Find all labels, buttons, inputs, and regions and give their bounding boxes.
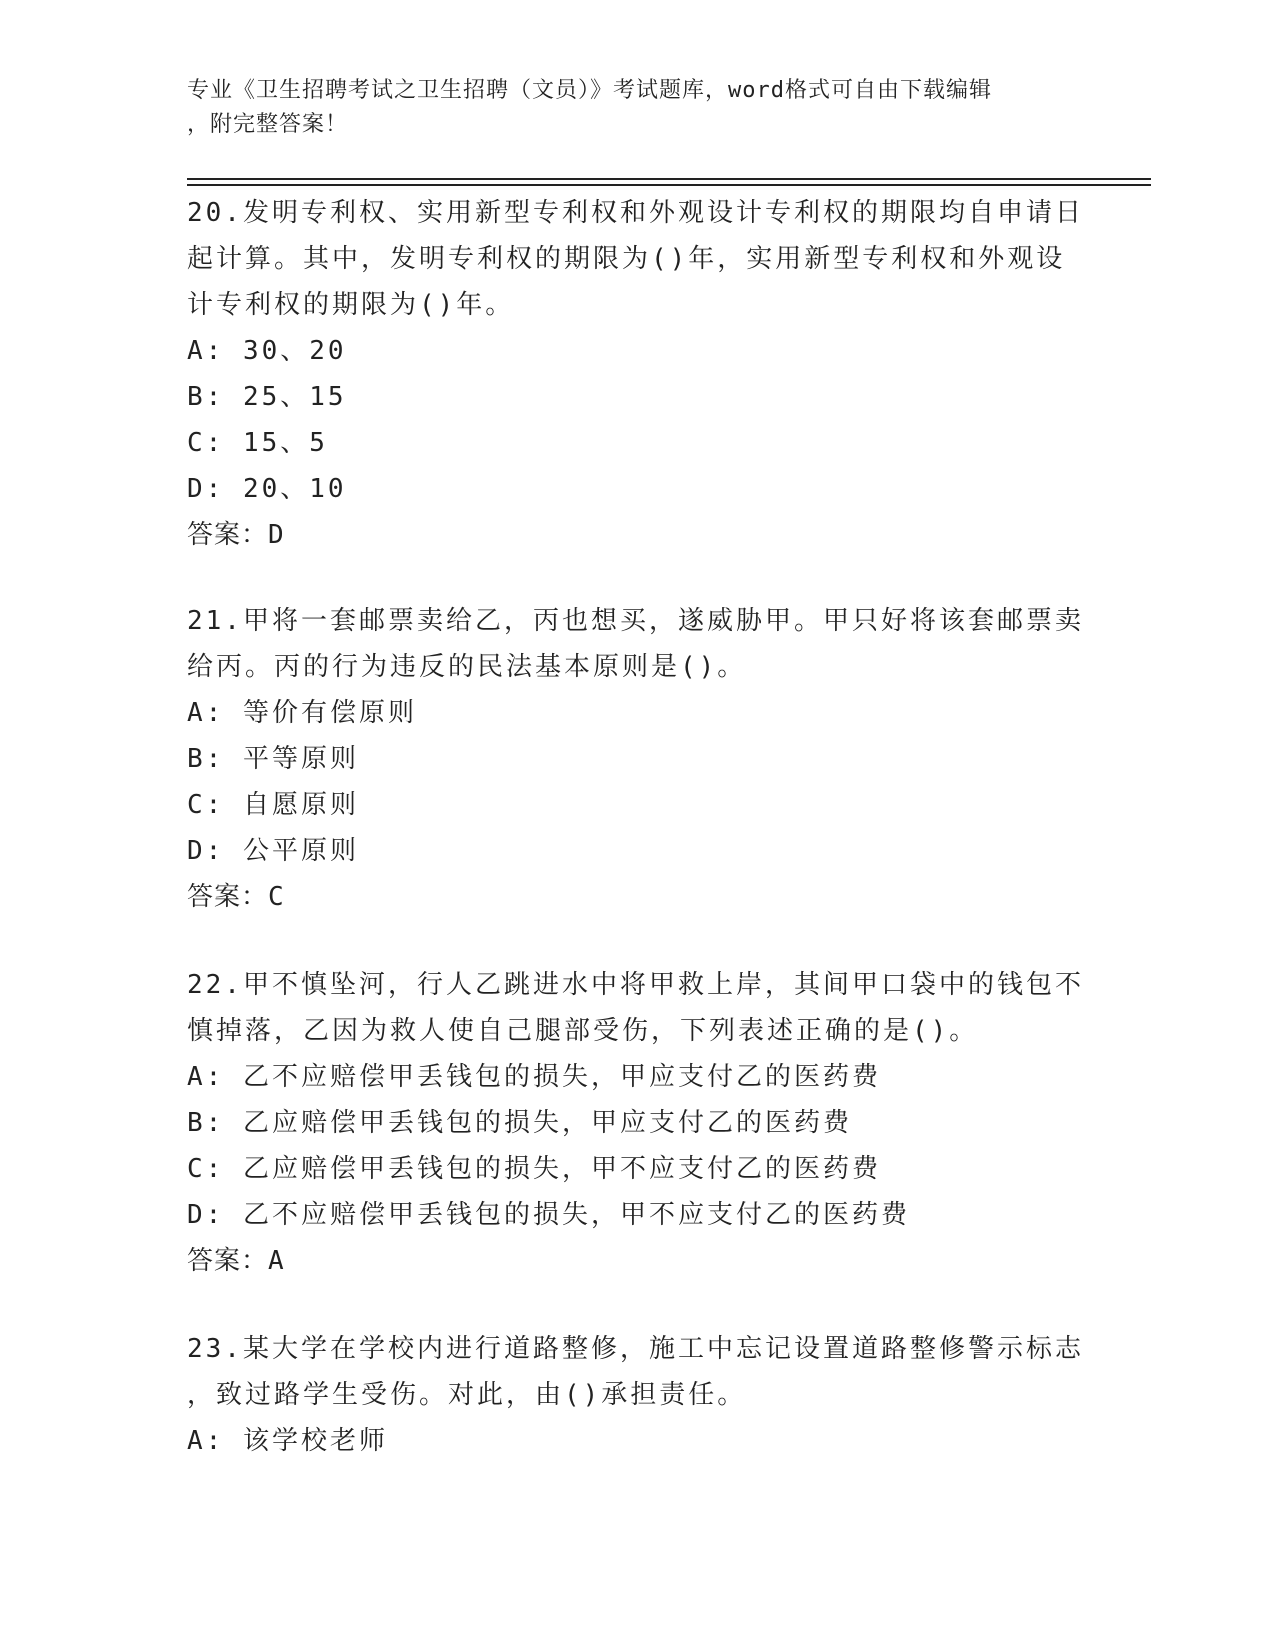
question-stem-line: 20.发明专利权、实用新型专利权和外观设计专利权的期限均自申请日: [187, 198, 1084, 228]
answer-label: 答案：: [187, 882, 269, 912]
option-c: C: 15、5: [187, 428, 328, 458]
option-a: A: 等价有偿原则: [187, 698, 417, 728]
answer-value: A: [268, 1246, 285, 1276]
question-stem-line: 给丙。丙的行为违反的民法基本原则是()。: [187, 652, 747, 682]
answer: [187, 874, 1087, 920]
question-23: [187, 1326, 1087, 1464]
option-c: C: 自愿原则: [187, 790, 359, 820]
option-a: A: 该学校老师: [187, 1426, 388, 1456]
option-d: D: 20、10: [187, 474, 347, 504]
question-stem-line: ，致过路学生受伤。对此，由()承担责任。: [187, 1380, 747, 1410]
question-stem-line: 慎掉落，乙因为救人使自己腿部受伤，下列表述正确的是()。: [187, 1016, 979, 1046]
question-stem-line: 计专利权的期限为()年。: [187, 290, 515, 320]
header-divider-top: [187, 178, 1151, 180]
answer-label: 答案：: [187, 520, 269, 550]
option-d: D: 公平原则: [187, 836, 359, 866]
question-20: [187, 190, 1087, 558]
option-b: B: 25、15: [187, 382, 347, 412]
answer-value: C: [268, 882, 285, 912]
option-a: A: 30、20: [187, 336, 347, 366]
header-line-2: ，附完整答案！: [187, 112, 349, 137]
answer: [187, 512, 1087, 558]
question-stem-line: 起计算。其中，发明专利权的期限为()年，实用新型专利权和外观设: [187, 244, 1066, 274]
question-stem-line: 21.甲将一套邮票卖给乙，丙也想买，遂威胁甲。甲只好将该套邮票卖: [187, 606, 1084, 636]
answer-label: 答案：: [187, 1246, 269, 1276]
header-line-1: 专业《卫生招聘考试之卫生招聘（文员）》考试题库，word格式可自由下载编辑: [187, 78, 992, 103]
answer-value: D: [268, 520, 285, 550]
option-b: B: 乙应赔偿甲丢钱包的损失，甲应支付乙的医药费: [187, 1108, 852, 1138]
option-c: C: 乙应赔偿甲丢钱包的损失，甲不应支付乙的医药费: [187, 1154, 881, 1184]
header-divider-bottom: [187, 184, 1151, 186]
question-stem-line: 23.某大学在学校内进行道路整修，施工中忘记设置道路整修警示标志: [187, 1334, 1084, 1364]
question-21: [187, 598, 1087, 920]
document-header: [187, 74, 1067, 142]
option-d: D: 乙不应赔偿甲丢钱包的损失，甲不应支付乙的医药费: [187, 1200, 910, 1230]
question-22: [187, 962, 1087, 1284]
question-stem-line: 22.甲不慎坠河，行人乙跳进水中将甲救上岸，其间甲口袋中的钱包不: [187, 970, 1084, 1000]
answer: [187, 1238, 1087, 1284]
option-b: B: 平等原则: [187, 744, 359, 774]
option-a: A: 乙不应赔偿甲丢钱包的损失，甲应支付乙的医药费: [187, 1062, 881, 1092]
